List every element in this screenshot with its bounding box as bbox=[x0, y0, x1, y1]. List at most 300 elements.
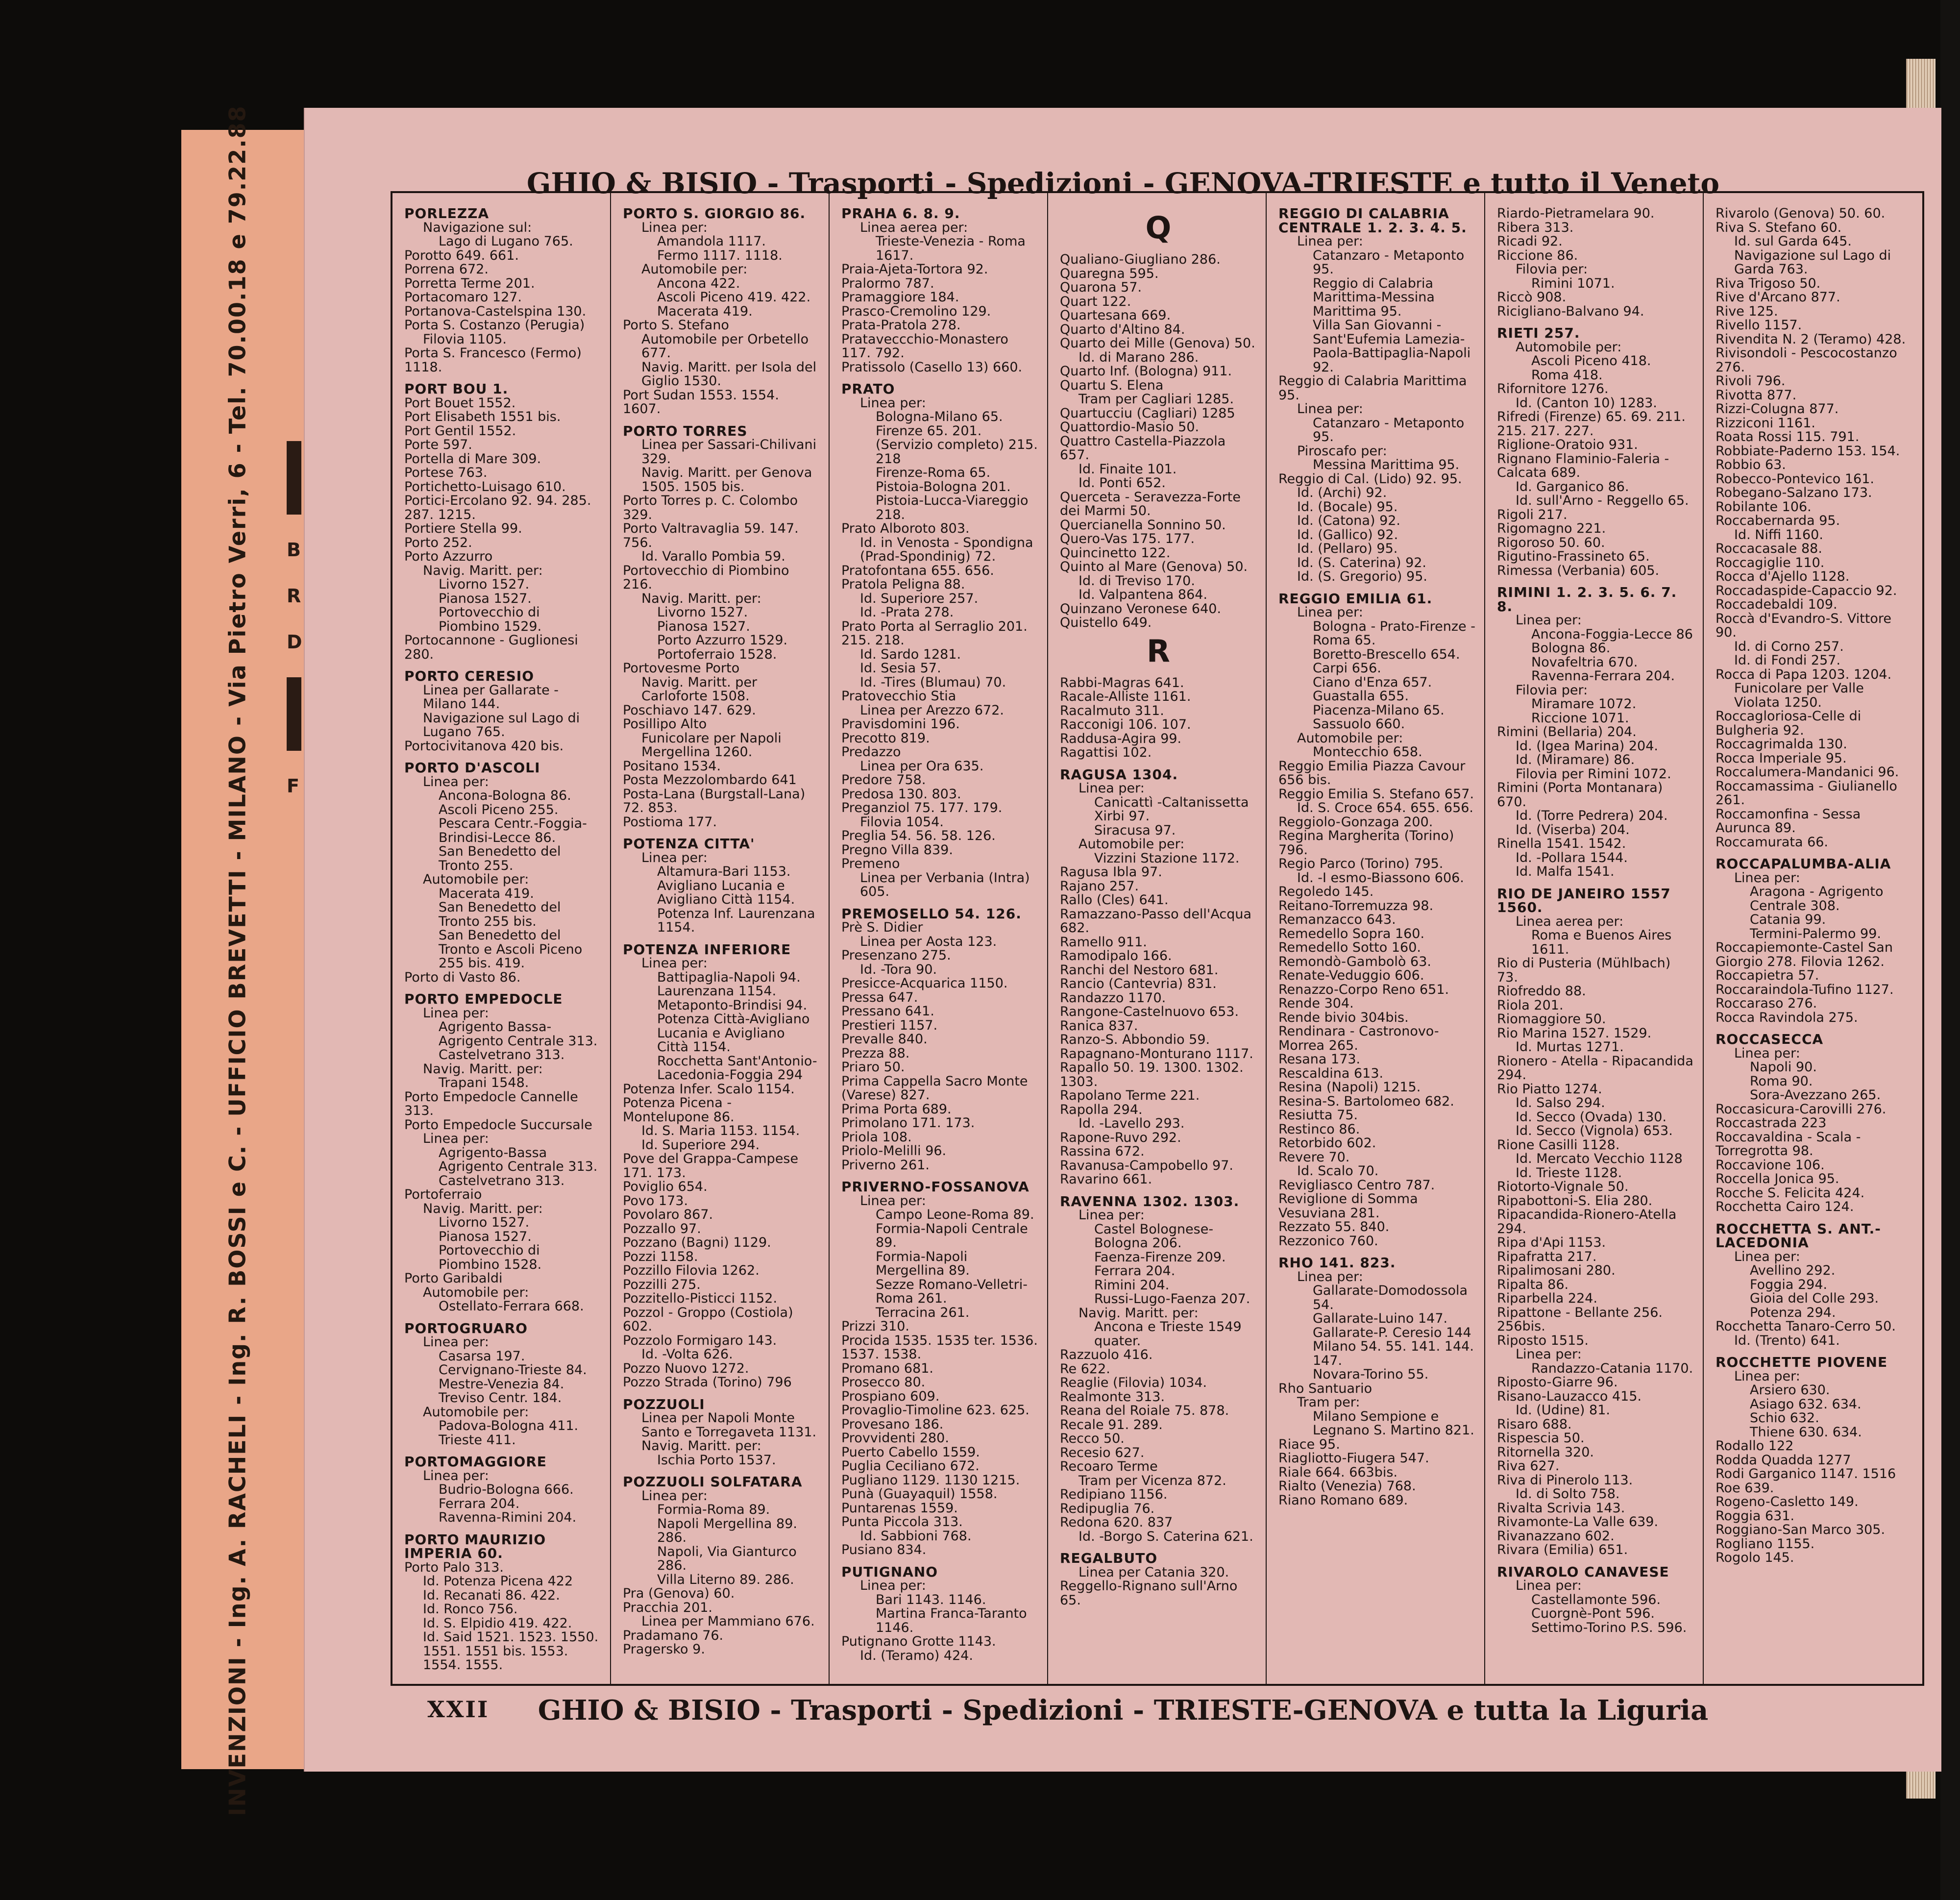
destination-entry: Rocchetta Sant'Antonio-Lacedonia-Foggia 294 bbox=[657, 1053, 817, 1083]
destination-entry: San Benedetto del Tronto e Ascoli Piceno 255 bis. 419. bbox=[439, 928, 583, 971]
place-entry: Rio Marina 1527. 1529. bbox=[1497, 1025, 1652, 1041]
place-entry: Quartucciu (Cagliari) 1285 bbox=[1060, 405, 1235, 421]
place-entry: Pozzallo 97. bbox=[623, 1221, 701, 1236]
place-entry: Rivoli 796. bbox=[1715, 373, 1786, 389]
place-entry: Ragattisi 102. bbox=[1060, 745, 1152, 760]
sub-entry: Linea per Sassari-Chilivani 329. bbox=[641, 437, 817, 467]
destination-entry: Canicattì -Caltanissetta Xirbi 97. bbox=[1094, 794, 1249, 824]
sub-entry: Navigazione sul Lago di Garda 763. bbox=[1734, 247, 1891, 277]
place-entry: Prè S. Didier bbox=[841, 920, 923, 935]
place-entry: Riofreddo 88. bbox=[1497, 984, 1586, 999]
sub-entry: Id. Said 1521. 1523. 1550. 1551. 1551 bis. 1553. 1554. 1555. bbox=[423, 1629, 599, 1673]
place-entry: Roccapiemonte-Castel San Giorgio 278. Filovia 1262. bbox=[1715, 940, 1893, 969]
place-entry: Reggio di Cal. (Lido) 92. 95. bbox=[1278, 471, 1462, 487]
peek-letter: F bbox=[287, 775, 299, 797]
sub-entry: Id. Potenza Picena 422 bbox=[423, 1574, 573, 1589]
destination-entry: Ancona-Bologna 86. bbox=[439, 788, 571, 803]
sub-entry: Id. in Venosta - Spondigna (Prad-Spondinig) 72. bbox=[860, 535, 1033, 564]
sub-entry: Linea per: bbox=[1297, 401, 1363, 417]
place-entry: Reggio Emilia Piazza Cavour 656 bis. bbox=[1278, 758, 1466, 788]
sub-entry: Linea per: bbox=[860, 395, 926, 411]
destination-entry: Trieste-Venezia - Roma 1617. bbox=[876, 234, 1026, 263]
sub-entry: Id. (Gallico) 92. bbox=[1297, 527, 1398, 543]
place-entry: Roata Rossi 115. 791. bbox=[1715, 429, 1860, 444]
destination-entry: Settimo-Torino P.S. 596. bbox=[1531, 1620, 1687, 1635]
destination-entry: Battipaglia-Napoli 94. bbox=[657, 969, 801, 985]
place-entry: Precotto 819. bbox=[841, 730, 930, 746]
place-entry: Prizzi 310. bbox=[841, 1319, 909, 1334]
place-entry: Reggello-Rignano sull'Arno 65. bbox=[1060, 1579, 1238, 1608]
place-entry: Quarto dei Mille (Genova) 50. bbox=[1060, 336, 1255, 351]
place-entry: Roccagiglie 110. bbox=[1715, 555, 1825, 570]
place-heading: PORT BOU 1. bbox=[404, 381, 509, 397]
place-entry: Prezza 88. bbox=[841, 1045, 910, 1061]
place-entry: Riola 201. bbox=[1497, 997, 1564, 1013]
place-entry: Renate-Veduggio 606. bbox=[1278, 968, 1424, 983]
place-entry: Ripalimosani 280. bbox=[1497, 1263, 1616, 1278]
place-entry: Roccamonfina - Sessa Aurunca 89. bbox=[1715, 806, 1861, 836]
place-entry: Quaregna 595. bbox=[1060, 266, 1159, 281]
sub-entry: Id. Ronco 756. bbox=[423, 1602, 518, 1617]
place-entry: Priaro 50. bbox=[841, 1060, 905, 1075]
destination-entry: Firenze 65. 201. (Servizio completo) 215. 218 bbox=[876, 423, 1038, 467]
place-entry: Povo 173. bbox=[623, 1193, 688, 1209]
destination-entry: Formia-Napoli Centrale 89. bbox=[876, 1221, 1028, 1250]
place-entry: Portovecchio di Piombino 216. bbox=[623, 563, 789, 592]
place-entry: Rivendita N. 2 (Teramo) 428. bbox=[1715, 331, 1906, 347]
sub-entry: Linea per Aosta 123. bbox=[860, 934, 997, 949]
place-heading: PUTIGNANO bbox=[841, 1563, 938, 1580]
sub-entry: Id. Ponti 652. bbox=[1078, 475, 1166, 491]
place-entry: Robbiate-Paderno 153. 154. bbox=[1715, 443, 1900, 459]
place-entry: Roccagloriosa-Celle di Bulgheria 92. bbox=[1715, 709, 1862, 738]
destination-entry: Lago di Lugano 765. bbox=[439, 234, 573, 249]
place-entry: Puglia Ceciliano 672. bbox=[841, 1458, 980, 1474]
place-entry: Rive 125. bbox=[1715, 303, 1778, 319]
place-entry: Ranchi del Nestoro 681. bbox=[1060, 962, 1219, 978]
place-entry: Port Gentil 1552. bbox=[404, 423, 516, 439]
sub-entry: Funicolare per Valle Violata 1250. bbox=[1734, 681, 1864, 710]
place-entry: Pressa 647. bbox=[841, 989, 918, 1005]
destination-entry: Firenze-Roma 65. bbox=[876, 465, 991, 480]
place-entry: Ricigliano-Balvano 94. bbox=[1497, 303, 1644, 319]
sub-entry: Navig. Maritt. per: bbox=[641, 1438, 761, 1454]
place-entry: Port Sudan 1553. 1554. 1607. bbox=[623, 387, 779, 417]
destination-entry: Altamura-Bari 1153. bbox=[657, 864, 791, 879]
place-entry: Risano-Lauzacco 415. bbox=[1497, 1388, 1642, 1404]
place-entry: Roggiano-San Marco 305. bbox=[1715, 1522, 1886, 1537]
sub-entry: Id. -Prata 278. bbox=[860, 605, 954, 620]
peek-block bbox=[287, 441, 301, 515]
place-entry: Portocannone - Guglionesi 280. bbox=[404, 633, 578, 662]
place-heading: RIETI 257. bbox=[1497, 325, 1580, 341]
destination-entry: Casarsa 197. bbox=[439, 1348, 525, 1364]
place-entry: Porto S. Stefano bbox=[623, 318, 729, 333]
place-heading: ROCCASECCA bbox=[1715, 1031, 1824, 1047]
place-entry: Riparbella 224. bbox=[1497, 1291, 1598, 1306]
place-entry: Pozzano (Bagni) 1129. bbox=[623, 1235, 771, 1250]
place-entry: Porretta Terme 201. bbox=[404, 275, 535, 291]
destination-entry: Pistoia-Lucca-Viareggio 218. bbox=[876, 493, 1029, 522]
sub-entry: Navigazione sul: bbox=[423, 220, 532, 235]
place-entry: Riva S. Stefano 60. bbox=[1715, 220, 1842, 235]
place-entry: Roccaraso 276. bbox=[1715, 996, 1817, 1011]
place-entry: Rodda Quadda 1277 bbox=[1715, 1452, 1851, 1468]
place-entry: Rizzi-Colugna 877. bbox=[1715, 401, 1839, 417]
sub-entry: Id. di Treviso 170. bbox=[1078, 573, 1195, 589]
index-column-7 bbox=[1704, 193, 1922, 1684]
place-entry: Pusiano 834. bbox=[841, 1542, 927, 1557]
place-entry: Potenza Picena - Montelupone 86. bbox=[623, 1095, 735, 1125]
page-number: XXII bbox=[427, 1696, 490, 1723]
place-entry: Rispescia 50. bbox=[1497, 1431, 1585, 1446]
place-entry: Riccione 86. bbox=[1497, 247, 1578, 263]
sub-entry: Linea per: bbox=[1297, 234, 1363, 249]
place-entry: Positano 1534. bbox=[623, 758, 721, 774]
sub-entry: Id. Sabbioni 768. bbox=[860, 1528, 972, 1544]
place-entry: Porte 597. bbox=[404, 437, 472, 452]
place-entry: Pravisdomini 196. bbox=[841, 716, 960, 732]
sub-entry: Id. Mercato Vecchio 1128 bbox=[1516, 1151, 1683, 1166]
sub-entry: Linea per Mammiano 676. bbox=[641, 1614, 815, 1629]
place-entry: Rende bivio 304bis. bbox=[1278, 1010, 1409, 1025]
place-entry: Porto 252. bbox=[404, 535, 472, 550]
place-entry: Roccalumera-Mandanici 96. bbox=[1715, 765, 1899, 780]
place-entry: Raddusa-Agira 99. bbox=[1060, 731, 1182, 746]
place-entry: Rho Santuario bbox=[1278, 1381, 1372, 1396]
destination-entry: Vizzini Stazione 1172. bbox=[1094, 850, 1240, 866]
destination-entry: Napoli Mergellina 89. 286. bbox=[657, 1516, 797, 1545]
sub-entry: Id. Sesia 57. bbox=[860, 661, 941, 676]
destination-entry: Ferrara 204. bbox=[1094, 1263, 1176, 1279]
place-entry: Remanzacco 643. bbox=[1278, 912, 1396, 927]
sub-entry: Linea per Verbania (Intra) 605. bbox=[860, 870, 1030, 899]
place-heading: ROCCHETTE PIOVENE bbox=[1715, 1354, 1888, 1370]
place-heading: RAVENNA 1302. 1303. bbox=[1060, 1193, 1240, 1209]
destination-entry: Novara-Torino 55. bbox=[1313, 1367, 1429, 1382]
place-heading: PORTOMAGGIORE bbox=[404, 1454, 547, 1470]
place-entry: Ribera 313. bbox=[1497, 220, 1574, 235]
destination-entry: Pianosa 1527. bbox=[439, 591, 532, 606]
destination-entry: Ciano d'Enza 657. bbox=[1313, 674, 1432, 690]
place-entry: Reviglione di Somma Vesuviana 281. bbox=[1278, 1191, 1418, 1221]
place-entry: Rivotta 877. bbox=[1715, 387, 1797, 403]
place-heading: REGALBUTO bbox=[1060, 1550, 1158, 1566]
destination-entry: Macerata 419. bbox=[439, 886, 534, 901]
place-entry: Robilante 106. bbox=[1715, 499, 1812, 515]
place-entry: Roe 639. bbox=[1715, 1480, 1774, 1496]
place-heading: RIO DE JANEIRO 1557 1560. bbox=[1497, 885, 1671, 915]
destination-entry: Gallarate-Luino 147. bbox=[1313, 1311, 1448, 1326]
sub-entry: Id. Superiore 257. bbox=[860, 591, 979, 606]
place-heading: RAGUSA 1304. bbox=[1060, 766, 1178, 783]
sub-entry: Id. Recanati 86. 422. bbox=[423, 1587, 560, 1603]
sub-entry: Linea per: bbox=[1734, 870, 1800, 886]
sub-entry: Linea per: bbox=[860, 1578, 926, 1593]
place-entry: Pra (Genova) 60. bbox=[623, 1586, 735, 1601]
destination-entry: Foggia 294. bbox=[1750, 1277, 1828, 1292]
index-frame bbox=[391, 191, 1924, 1686]
sub-entry: Id. Salso 294. bbox=[1516, 1095, 1605, 1110]
place-entry: Pove del Grappa-Campese 171. 173. bbox=[623, 1151, 799, 1181]
place-entry: Presicce-Acquarica 1150. bbox=[841, 976, 1008, 991]
destination-entry: Treviso Centr. 184. bbox=[439, 1390, 562, 1406]
place-entry: Rimini (Porta Montanara) 670. bbox=[1497, 780, 1663, 810]
place-entry: Rescaldina 613. bbox=[1278, 1065, 1384, 1081]
place-entry: Rezzonico 760. bbox=[1278, 1233, 1378, 1249]
front-page bbox=[304, 108, 1941, 1772]
place-entry: Procida 1535. 1535 ter. 1536. 1537. 1538. bbox=[841, 1332, 1038, 1362]
place-entry: Razzuolo 416. bbox=[1060, 1347, 1153, 1362]
sub-entry: Linea per: bbox=[423, 1468, 489, 1483]
sub-entry: Funicolare per Napoli Mergellina 1260. bbox=[641, 730, 782, 760]
sub-entry: Navig. Maritt. per: bbox=[641, 591, 761, 606]
place-entry: Prospiano 609. bbox=[841, 1388, 940, 1404]
destination-entry: Reggio di Calabria Marittima-Messina Marittima 95. bbox=[1313, 275, 1435, 319]
destination-entry: Ancona-Foggia-Lecce 86 bbox=[1531, 626, 1693, 642]
sub-entry: Id. (Viserba) 204. bbox=[1516, 822, 1630, 838]
place-entry: Resana 173. bbox=[1278, 1052, 1361, 1067]
sub-entry: Id. Sardo 1281. bbox=[860, 646, 961, 662]
destination-entry: Pianosa 1527. bbox=[657, 618, 750, 634]
sub-entry: Id. -Lavello 293. bbox=[1078, 1116, 1185, 1131]
place-entry: Prosecco 80. bbox=[841, 1375, 926, 1390]
place-entry: Rialto (Venezia) 768. bbox=[1278, 1479, 1416, 1494]
destination-entry: Gallarate-Domodossola 54. bbox=[1313, 1283, 1468, 1312]
sub-entry: Id. (Catona) 92. bbox=[1297, 513, 1401, 528]
sub-entry: Id. Superiore 294. bbox=[641, 1137, 760, 1153]
place-entry: Rionero - Atella - Ripacandida 294. bbox=[1497, 1053, 1693, 1083]
destination-entry: Bari 1143. 1146. bbox=[876, 1592, 986, 1607]
sub-entry: Id. (S. Gregorio) 95. bbox=[1297, 569, 1427, 584]
place-entry: Pragersko 9. bbox=[623, 1642, 705, 1657]
place-entry: Rivello 1157. bbox=[1715, 318, 1802, 333]
sub-entry: Piroscafo per: bbox=[1297, 443, 1387, 459]
place-entry: Prata-Pratola 278. bbox=[841, 318, 961, 333]
place-entry: Riomaggiore 50. bbox=[1497, 1012, 1606, 1027]
destination-entry: Trieste 411. bbox=[439, 1432, 516, 1448]
place-heading: PRIVERNO-FOSSANOVA bbox=[841, 1179, 1029, 1195]
destination-entry: Amandola 1117. bbox=[657, 234, 766, 249]
place-entry: Porto Garibaldi bbox=[404, 1271, 503, 1286]
destination-entry: Sezze Romano-Velletri-Roma 261. bbox=[876, 1277, 1028, 1306]
destination-entry: Roma e Buenos Aires 1611. bbox=[1531, 928, 1672, 957]
place-entry: Porto Valtravaglia 59. 147. 756. bbox=[623, 521, 799, 550]
destination-entry: Napoli 90. bbox=[1750, 1060, 1817, 1075]
place-entry: Remedello Sotto 160. bbox=[1278, 940, 1421, 955]
sub-entry: Id. (Trento) 641. bbox=[1734, 1332, 1840, 1348]
sub-entry: Id. sull'Arno - Reggello 65. bbox=[1516, 493, 1689, 508]
place-entry: Qualiano-Giugliano 286. bbox=[1060, 252, 1221, 267]
sub-entry: Navig. Maritt. per Isola del Giglio 1530. bbox=[641, 359, 817, 389]
sub-entry: Id. S. Maria 1153. 1154. bbox=[641, 1123, 800, 1138]
sub-entry: Id. Varallo Pombia 59. bbox=[641, 549, 785, 564]
place-entry: Rivalta Scrivia 143. bbox=[1497, 1500, 1625, 1516]
place-entry: Portacomaro 127. bbox=[404, 290, 522, 305]
place-entry: Rio di Pusteria (Mühlbach) 73. bbox=[1497, 956, 1671, 985]
sub-entry: Id. -Borgo S. Caterina 621. bbox=[1078, 1529, 1253, 1544]
destination-entry: Cuorgnè-Pont 596. bbox=[1531, 1606, 1655, 1621]
destination-entry: Castel Bolognese-Bologna 206. bbox=[1094, 1221, 1214, 1251]
place-entry: Rangone-Castelnuovo 653. bbox=[1060, 1004, 1239, 1019]
destination-entry: Sassuolo 660. bbox=[1313, 716, 1405, 732]
place-entry: Roccaraindola-Tufino 1127. bbox=[1715, 982, 1894, 997]
place-entry: Quinto al Mare (Genova) 50. bbox=[1060, 559, 1248, 574]
index-column-3 bbox=[830, 193, 1048, 1684]
place-entry: Quattordio-Masio 50. bbox=[1060, 419, 1200, 435]
place-entry: Rigoroso 50. 60. bbox=[1497, 535, 1605, 550]
place-entry: Priverno 261. bbox=[841, 1157, 930, 1173]
place-entry: Ramodipalo 166. bbox=[1060, 948, 1172, 963]
sub-entry: Id. Malfa 1541. bbox=[1516, 864, 1615, 879]
sub-entry: Automobile per: bbox=[1078, 837, 1185, 852]
sub-entry: Id. Finaite 101. bbox=[1078, 461, 1177, 477]
place-heading: PORLEZZA bbox=[404, 205, 490, 222]
place-entry: Restinco 86. bbox=[1278, 1121, 1360, 1137]
sub-entry: Navig. Maritt. per: bbox=[1078, 1305, 1199, 1321]
place-entry: Portici-Ercolano 92. 94. 285. 287. 1215. bbox=[404, 493, 591, 522]
destination-entry: Milano Sempione e Legnano S. Martino 821. bbox=[1313, 1408, 1474, 1438]
place-heading: RIVAROLO CANAVESE bbox=[1497, 1563, 1669, 1580]
place-entry: Rinella 1541. 1542. bbox=[1497, 836, 1626, 851]
place-heading: PORTO EMPEDOCLE bbox=[404, 991, 563, 1007]
place-entry: Randazzo 1170. bbox=[1060, 990, 1166, 1006]
place-entry: Posta Mezzolombardo 641 bbox=[623, 772, 797, 788]
sub-entry: Id. Secco (Ovada) 130. bbox=[1516, 1109, 1667, 1125]
sub-entry: Id. (Miramare) 86. bbox=[1516, 752, 1635, 767]
sub-entry: Linea per Ora 635. bbox=[860, 758, 984, 774]
index-column-2 bbox=[611, 193, 830, 1684]
sub-entry: Linea per Arezzo 672. bbox=[860, 702, 1004, 718]
place-entry: Regina Margherita (Torino) 796. bbox=[1278, 828, 1454, 858]
destination-entry: Thiene 630. 634. bbox=[1750, 1424, 1862, 1440]
sub-entry: Linea per: bbox=[1516, 1578, 1582, 1593]
destination-entry: Mestre-Venezia 84. bbox=[439, 1376, 564, 1392]
destination-entry: Macerata 419. bbox=[657, 303, 753, 319]
sub-entry: Navig. Maritt. per Genova 1505. 1505 bis. bbox=[641, 465, 812, 494]
place-entry: Priolo-Melilli 96. bbox=[841, 1143, 947, 1159]
place-entry: Reitano-Torremuzza 98. bbox=[1278, 898, 1434, 913]
sub-entry: Tram per: bbox=[1297, 1395, 1360, 1410]
index-column-1 bbox=[392, 193, 611, 1684]
destination-entry: Aragona - Agrigento Centrale 308. bbox=[1750, 884, 1884, 913]
place-entry: Ravanusa-Campobello 97. bbox=[1060, 1158, 1233, 1173]
place-entry: Ripafratta 217. bbox=[1497, 1249, 1597, 1264]
place-entry: Rocca d'Ajello 1128. bbox=[1715, 569, 1850, 584]
destination-entry: Portoferraio 1528. bbox=[657, 646, 777, 662]
place-entry: Rivamonte-La Valle 639. bbox=[1497, 1514, 1659, 1530]
place-entry: Pratovecchio Stia bbox=[841, 689, 956, 704]
place-entry: Posta-Lana (Burgstall-Lana) 72. 853. bbox=[623, 786, 806, 815]
place-entry: Pratofontana 655. 656. bbox=[841, 563, 994, 578]
peek-letter: R bbox=[287, 585, 301, 607]
sub-entry: Linea per: bbox=[641, 1488, 708, 1504]
sub-entry: Linea per: bbox=[1297, 1269, 1363, 1284]
destination-entry: Livorno 1527. bbox=[439, 577, 530, 592]
destination-entry: Livorno 1527. bbox=[657, 605, 748, 620]
place-entry: Rapagnano-Monturano 1117. bbox=[1060, 1046, 1253, 1061]
place-entry: Rezzato 55. 840. bbox=[1278, 1219, 1390, 1234]
place-entry: Riva Trigoso 50. bbox=[1715, 275, 1821, 291]
sub-entry: Filovia 1105. bbox=[423, 331, 507, 347]
sub-entry: Id. (Canton 10) 1283. bbox=[1516, 395, 1657, 411]
place-entry: Re 622. bbox=[1060, 1361, 1110, 1377]
destination-entry: Ancona e Trieste 1549 quater. bbox=[1094, 1319, 1242, 1349]
place-entry: Ranzo-S. Abbondio 59. bbox=[1060, 1032, 1210, 1047]
place-entry: Ramello 911. bbox=[1060, 934, 1147, 950]
sub-entry: Id. (Bocale) 95. bbox=[1297, 499, 1398, 515]
destination-entry: Padova-Bologna 411. bbox=[439, 1418, 579, 1433]
place-entry: Rapallo 50. 19. 1300. 1302. 1303. bbox=[1060, 1060, 1244, 1089]
place-entry: Roccadaspide-Capaccio 92. bbox=[1715, 583, 1897, 598]
index-column-4 bbox=[1048, 193, 1267, 1684]
place-entry: Rodi Garganico 1147. 1516 bbox=[1715, 1466, 1896, 1481]
destination-entry: Porto Azzurro 1529. bbox=[657, 633, 788, 648]
place-entry: Rigutino-Frassineto 65. bbox=[1497, 549, 1650, 564]
place-entry: Reggiolo-Gonzaga 200. bbox=[1278, 814, 1433, 830]
place-entry: Roccabernarda 95. bbox=[1715, 513, 1840, 528]
sub-entry: Tram per Vicenza 872. bbox=[1078, 1473, 1226, 1488]
place-entry: Porto Empedocle Succursale bbox=[404, 1117, 592, 1133]
place-entry: Provesano 186. bbox=[841, 1416, 944, 1432]
place-entry: Quercianella Sonnino 50. bbox=[1060, 517, 1226, 533]
place-entry: Roccacasale 88. bbox=[1715, 541, 1822, 556]
place-heading: PRAHA 6. 8. 9. bbox=[841, 205, 960, 222]
place-entry: Pregno Villa 839. bbox=[841, 842, 953, 858]
place-entry: Portocivitanova 420 bis. bbox=[404, 738, 564, 754]
place-entry: Rivara (Emilia) 651. bbox=[1497, 1542, 1628, 1557]
destination-entry: Terracina 261. bbox=[876, 1305, 970, 1320]
back-page-vertical-banner bbox=[206, 105, 270, 1816]
peek-letter: D bbox=[287, 631, 302, 653]
place-entry: Rimessa (Verbania) 605. bbox=[1497, 563, 1660, 578]
place-entry: Rogolo 145. bbox=[1715, 1550, 1794, 1565]
destination-entry: Ravenna-Rimini 204. bbox=[439, 1510, 577, 1525]
place-entry: Rapone-Ruvo 292. bbox=[1060, 1130, 1181, 1145]
sub-entry: Linea per: bbox=[1516, 1347, 1582, 1362]
sub-entry: Linea per: bbox=[423, 1334, 489, 1350]
place-entry: Quincinetto 122. bbox=[1060, 545, 1171, 561]
place-entry: Riposto 1515. bbox=[1497, 1332, 1589, 1348]
sub-entry: Linea per: bbox=[1734, 1249, 1800, 1264]
place-entry: Rocca di Papa 1203. 1204. bbox=[1715, 666, 1892, 682]
sub-entry: Id. Scalo 70. bbox=[1297, 1163, 1379, 1179]
place-entry: Renazzo-Corpo Reno 651. bbox=[1278, 982, 1449, 997]
destination-entry: Potenza Città-Avigliano Lucania e Avigliano Città 1154. bbox=[657, 1012, 810, 1055]
place-entry: Roccamurata 66. bbox=[1715, 834, 1829, 850]
place-heading: ROCCAPALUMBA-ALIA bbox=[1715, 856, 1891, 872]
destination-entry: Agrigento-Bassa Agrigento Centrale 313. bbox=[439, 1145, 598, 1174]
destination-entry: Avellino 292. bbox=[1750, 1263, 1836, 1278]
place-heading: POTENZA INFERIORE bbox=[623, 941, 791, 958]
sub-entry: Automobile per Orbetello 677. bbox=[641, 331, 809, 361]
place-heading: POZZUOLI bbox=[623, 1396, 705, 1412]
sub-entry: Id. sul Garda 645. bbox=[1734, 234, 1852, 249]
peek-letter: B bbox=[287, 539, 301, 561]
place-entry: Primolano 171. 173. bbox=[841, 1115, 975, 1131]
destination-entry: Piacenza-Milano 65. bbox=[1313, 702, 1445, 718]
place-entry: Pozzillo Filovia 1262. bbox=[623, 1263, 760, 1278]
destination-entry: Schio 632. bbox=[1750, 1410, 1819, 1426]
place-entry: Pratissolo (Casello 13) 660. bbox=[841, 359, 1023, 375]
place-heading: POZZUOLI SOLFATARA bbox=[623, 1474, 803, 1490]
sub-entry: Id. (Pellaro) 95. bbox=[1297, 541, 1398, 556]
footer-text: GHIO & BISIO - Trasporti - Spedizioni - TRIESTE-GENOVA e tutta la Liguria bbox=[538, 1694, 1709, 1727]
place-entry: Puntarenas 1559. bbox=[841, 1500, 958, 1516]
place-entry: Presenzano 275. bbox=[841, 948, 951, 963]
sub-entry: Linea per: bbox=[1078, 1208, 1145, 1223]
place-entry: Pradamano 76. bbox=[623, 1628, 724, 1643]
